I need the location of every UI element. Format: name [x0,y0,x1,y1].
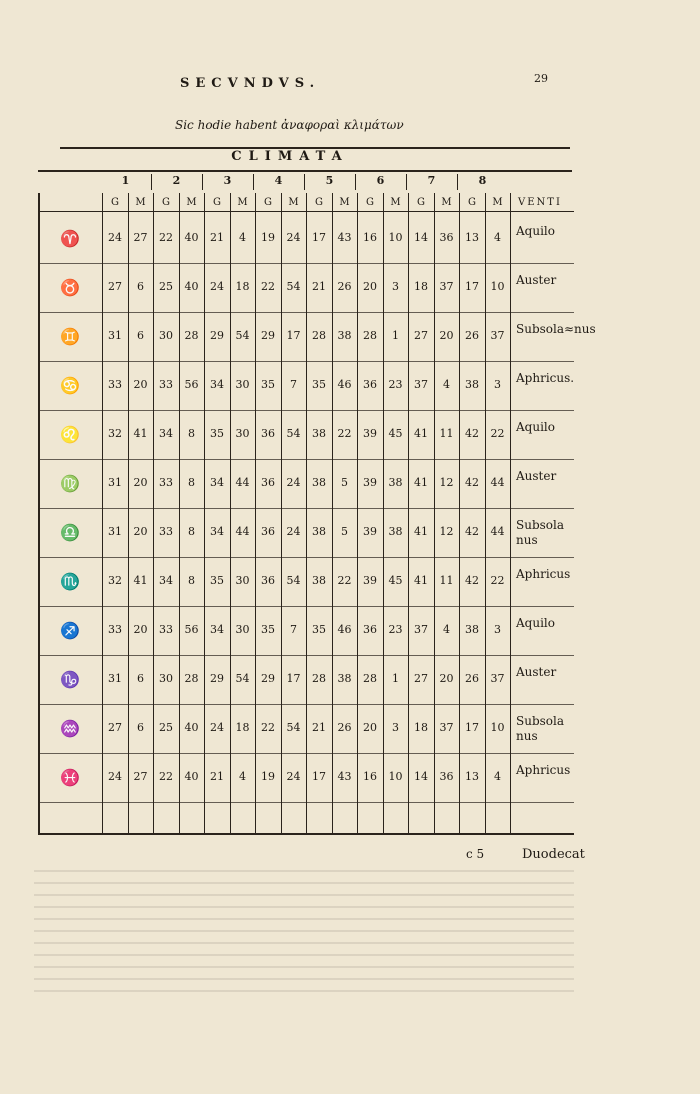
table-cell: 13 [465,770,479,783]
table-cell: 46 [337,378,352,391]
table-cell: 8 [188,574,195,587]
wind-name: Aphricus [516,567,571,581]
table-cell: 3 [392,280,399,293]
table-cell: 6 [137,280,144,293]
table-cell: 35 [210,574,224,587]
zodiac-sign: ♋ [60,376,80,395]
wind-name: Aphricus. [516,371,575,385]
table-row [40,219,574,264]
table-cell: 33 [108,623,122,636]
table-cell: 24 [286,231,301,244]
table-cell: 44 [490,525,505,538]
subcolumn-header: G [417,197,425,208]
table-cell: 22 [490,574,505,587]
table-cell: 30 [159,672,173,685]
table-cell: 35 [312,378,326,391]
table-row [40,660,574,705]
table-cell: 36 [439,231,454,244]
table-subtitle: Sic hodie habent ἀναφοραὶ κλιμάτων [175,118,404,132]
table-cell: 22 [159,231,173,244]
subcolumn-header: M [390,197,401,208]
table-cell: 16 [363,231,377,244]
zodiac-sign: ♑ [60,670,80,689]
wind-name: Aquilo [516,420,555,434]
table-cell: 3 [494,378,501,391]
table-cell: 30 [235,427,250,440]
table-cell: 24 [108,231,122,244]
table-row [40,513,574,558]
climate-number: 1 [121,174,130,187]
table-cell: 54 [286,427,301,440]
table-cell: 21 [210,231,224,244]
table-cell: 39 [363,427,377,440]
row-rule [40,606,574,607]
table-cell: 35 [261,623,275,636]
table-cell: 6 [137,721,144,734]
zodiac-sign: ♎ [60,523,80,542]
zodiac-sign: ♈ [60,229,80,248]
table-cell: 25 [159,721,173,734]
table-cell: 18 [414,280,428,293]
table-cell: 32 [108,427,122,440]
table-cell: 39 [363,525,377,538]
page-number: 29 [534,72,548,85]
table-cell: 41 [133,574,148,587]
table-cell: 38 [312,574,326,587]
table-cell: 10 [490,721,505,734]
table-cell: 28 [184,672,199,685]
table-cell: 54 [286,574,301,587]
show-through-text [34,870,574,1000]
table-cell: 24 [286,525,301,538]
climate-number: 2 [172,174,181,187]
table-cell: 46 [337,623,352,636]
table-cell: 17 [312,231,326,244]
row-rule [40,802,574,803]
table-cell: 38 [465,623,479,636]
table-cell: 33 [159,525,173,538]
catchword: Duodecat [522,847,585,862]
table-cell: 37 [414,623,428,636]
climate-separator [253,174,254,190]
table-cell: 18 [235,721,250,734]
zodiac-sign: ♐ [60,621,80,640]
table-cell: 34 [159,574,173,587]
table-row [40,415,574,460]
table-cell: 34 [159,427,173,440]
climate-separator [457,174,458,190]
table-row [40,709,574,754]
wind-name: Aquilo [516,224,555,238]
table-cell: 6 [137,329,144,342]
zodiac-sign: ♒ [60,719,80,738]
climata-title: CLIMATA [231,149,349,164]
zodiac-sign: ♍ [60,474,80,493]
table-cell: 54 [286,280,301,293]
table-cell: 26 [465,672,479,685]
table-cell: 26 [465,329,479,342]
table-cell: 44 [235,476,250,489]
zodiac-sign: ♓ [60,768,80,787]
table-cell: 56 [184,378,199,391]
table-cell: 20 [363,280,377,293]
table-row [40,758,574,803]
table-cell: 17 [465,280,479,293]
table-cell: 27 [133,231,148,244]
table-cell: 1 [392,329,399,342]
climata-rule [38,170,572,172]
table-cell: 54 [235,329,250,342]
table-cell: 31 [108,476,122,489]
table-cell: 17 [286,329,301,342]
table-cell: 6 [137,672,144,685]
table-cell: 20 [133,378,148,391]
table-cell: 7 [290,378,297,391]
table-cell: 10 [388,770,403,783]
climata-table [38,193,596,835]
zodiac-sign: ♊ [60,327,80,346]
table-cell: 20 [133,476,148,489]
table-cell: 34 [210,623,224,636]
table-cell: 28 [184,329,199,342]
row-rule [40,655,574,656]
table-cell: 38 [388,525,403,538]
table-row [40,562,574,607]
table-cell: 39 [363,574,377,587]
climate-number: 8 [478,174,487,187]
table-cell: 40 [184,231,199,244]
table-cell: 4 [239,231,246,244]
table-cell: 25 [159,280,173,293]
table-cell: 19 [261,770,275,783]
climate-separator [202,174,203,190]
table-cell: 29 [210,672,224,685]
subcolumn-header: M [288,197,299,208]
table-cell: 30 [235,378,250,391]
subcolumn-header: G [111,197,119,208]
table-cell: 42 [465,525,479,538]
table-cell: 22 [490,427,505,440]
table-cell: 14 [414,231,428,244]
table-cell: 27 [414,672,428,685]
table-cell: 30 [159,329,173,342]
subcolumn-header: G [213,197,221,208]
table-row [40,464,574,509]
table-cell: 12 [439,525,454,538]
zodiac-sign: ♌ [60,425,80,444]
table-cell: 26 [337,280,352,293]
table-cell: 30 [235,574,250,587]
table-cell: 5 [341,476,348,489]
wind-name: Subsola≈nus [516,322,596,336]
climate-number: 7 [427,174,436,187]
table-cell: 36 [261,574,275,587]
table-cell: 21 [210,770,224,783]
table-cell: 42 [465,574,479,587]
table-cell: 8 [188,525,195,538]
subcolumn-header: G [468,197,476,208]
subcolumn-header: M [237,197,248,208]
table-cell: 41 [414,476,428,489]
table-cell: 28 [363,672,377,685]
table-cell: 4 [494,231,501,244]
table-cell: 29 [261,329,275,342]
row-rule [40,508,574,509]
wind-name: Subsola nus [516,714,565,743]
table-cell: 17 [312,770,326,783]
table-cell: 38 [312,427,326,440]
table-row [40,366,574,411]
table-cell: 22 [261,280,275,293]
table-cell: 37 [414,378,428,391]
table-cell: 33 [108,378,122,391]
table-cell: 27 [133,770,148,783]
table-cell: 37 [490,329,505,342]
table-cell: 27 [108,721,122,734]
table-cell: 11 [439,427,454,440]
table-cell: 42 [465,476,479,489]
climate-separator [406,174,407,190]
row-rule [40,753,574,754]
table-cell: 29 [261,672,275,685]
table-cell: 38 [465,378,479,391]
row-rule [40,459,574,460]
subcolumn-header: G [315,197,323,208]
table-cell: 33 [159,623,173,636]
climate-separator [355,174,356,190]
table-cell: 54 [286,721,301,734]
table-cell: 21 [312,280,326,293]
table-cell: 36 [261,427,275,440]
subcolumn-header: G [264,197,272,208]
table-cell: 45 [388,574,403,587]
table-cell: 38 [312,476,326,489]
table-cell: 34 [210,378,224,391]
wind-name: Subsola nus [516,518,565,547]
table-cell: 36 [439,770,454,783]
table-cell: 38 [312,525,326,538]
table-cell: 20 [133,623,148,636]
table-cell: 40 [184,280,199,293]
table-cell: 28 [363,329,377,342]
table-cell: 36 [363,378,377,391]
subcolumn-header: M [339,197,350,208]
row-rule [40,557,574,558]
table-cell: 13 [465,231,479,244]
table-cell: 37 [439,721,454,734]
table-cell: 20 [439,672,454,685]
table-cell: 27 [108,280,122,293]
table-cell: 37 [490,672,505,685]
subcolumn-header: M [135,197,146,208]
zodiac-sign: ♏ [60,572,80,591]
table-row [40,611,574,656]
table-cell: 28 [312,672,326,685]
table-cell: 21 [312,721,326,734]
subcolumn-header: M [492,197,503,208]
table-cell: 27 [414,329,428,342]
table-cell: 33 [159,378,173,391]
table-cell: 4 [239,770,246,783]
wind-name: Auster [516,469,557,483]
climate-number-row [100,174,510,190]
page-header-title: SECVNDVS. [180,76,321,91]
table-cell: 43 [337,770,352,783]
table-cell: 35 [261,378,275,391]
table-cell: 35 [210,427,224,440]
table-cell: 5 [341,525,348,538]
table-cell: 20 [363,721,377,734]
table-cell: 12 [439,476,454,489]
table-cell: 11 [439,574,454,587]
signature-mark: c 5 [466,847,485,861]
venti-header: VENTI [518,197,562,208]
table-cell: 26 [337,721,352,734]
table-cell: 35 [312,623,326,636]
table-cell: 34 [210,525,224,538]
table-cell: 41 [133,427,148,440]
wind-name: Auster [516,273,557,287]
table-cell: 31 [108,329,122,342]
table-cell: 56 [184,623,199,636]
table-cell: 28 [312,329,326,342]
table-cell: 20 [439,329,454,342]
climate-number: 4 [274,174,283,187]
table-cell: 36 [261,476,275,489]
table-cell: 7 [290,623,297,636]
table-cell: 43 [337,231,352,244]
climate-separator [151,174,152,190]
table-cell: 10 [490,280,505,293]
table-cell: 18 [235,280,250,293]
table-cell: 4 [443,378,450,391]
table-cell: 23 [388,623,403,636]
subcolumn-header: M [441,197,452,208]
table-cell: 33 [159,476,173,489]
table-cell: 20 [133,525,148,538]
table-cell: 45 [388,427,403,440]
table-cell: 40 [184,721,199,734]
table-cell: 24 [286,476,301,489]
table-cell: 24 [210,721,224,734]
wind-name: Auster [516,665,557,679]
table-cell: 29 [210,329,224,342]
wind-name: Aquilo [516,616,555,630]
table-cell: 31 [108,672,122,685]
table-cell: 40 [184,770,199,783]
table-cell: 44 [490,476,505,489]
row-rule [40,263,574,264]
row-rule [40,704,574,705]
table-cell: 38 [337,329,352,342]
table-cell: 23 [388,378,403,391]
climate-number: 5 [325,174,334,187]
table-cell: 34 [210,476,224,489]
table-cell: 36 [261,525,275,538]
table-cell: 4 [494,770,501,783]
table-cell: 38 [388,476,403,489]
table-cell: 54 [235,672,250,685]
table-cell: 19 [261,231,275,244]
table-cell: 10 [388,231,403,244]
table-cell: 22 [337,574,352,587]
table-cell: 41 [414,525,428,538]
subcolumn-header: G [162,197,170,208]
subcolumn-header: G [366,197,374,208]
climate-separator [304,174,305,190]
table-cell: 36 [363,623,377,636]
climate-number: 3 [223,174,232,187]
row-rule [40,410,574,411]
table-cell: 38 [337,672,352,685]
table-row [40,268,574,313]
table-cell: 17 [286,672,301,685]
subcolumn-header: M [186,197,197,208]
table-cell: 39 [363,476,377,489]
table-cell: 24 [210,280,224,293]
table-cell: 3 [392,721,399,734]
table-cell: 41 [414,427,428,440]
table-cell: 44 [235,525,250,538]
wind-name: Aphricus [516,763,571,777]
table-cell: 42 [465,427,479,440]
table-cell: 22 [337,427,352,440]
table-cell: 37 [439,280,454,293]
table-cell: 17 [465,721,479,734]
row-rule [40,361,574,362]
table-cell: 8 [188,427,195,440]
table-cell: 24 [286,770,301,783]
table-cell: 24 [108,770,122,783]
table-cell: 8 [188,476,195,489]
table-row [40,317,596,362]
table-cell: 31 [108,525,122,538]
table-cell: 41 [414,574,428,587]
table-cell: 18 [414,721,428,734]
table-header-line [40,211,574,212]
row-rule [40,312,574,313]
table-cell: 22 [159,770,173,783]
table-cell: 1 [392,672,399,685]
table-cell: 4 [443,623,450,636]
table-cell: 22 [261,721,275,734]
table-cell: 14 [414,770,428,783]
zodiac-sign: ♉ [60,278,80,297]
table-cell: 32 [108,574,122,587]
table-cell: 3 [494,623,501,636]
table-cell: 16 [363,770,377,783]
climate-number: 6 [376,174,385,187]
table-cell: 30 [235,623,250,636]
